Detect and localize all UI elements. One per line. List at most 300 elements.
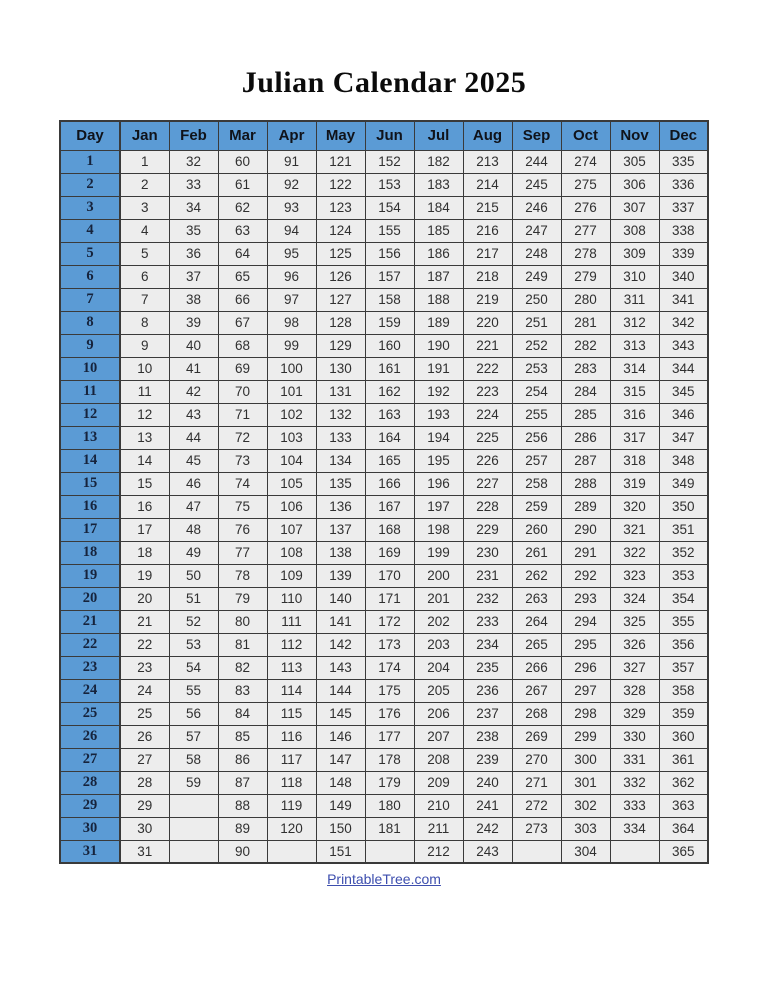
julian-date-cell: 279: [561, 265, 610, 288]
julian-date-cell: 51: [169, 587, 218, 610]
julian-date-cell: 312: [610, 311, 659, 334]
julian-date-cell: 84: [218, 702, 267, 725]
julian-date-cell: 171: [365, 587, 414, 610]
julian-date-cell: 97: [267, 288, 316, 311]
julian-date-cell: 34: [169, 196, 218, 219]
julian-date-cell: 225: [463, 426, 512, 449]
julian-date-cell: 33: [169, 173, 218, 196]
julian-date-cell: 357: [659, 656, 708, 679]
julian-date-cell: 252: [512, 334, 561, 357]
julian-date-cell: 184: [414, 196, 463, 219]
julian-date-cell: 335: [659, 150, 708, 173]
table-row: [60, 449, 708, 472]
julian-date-cell: 73: [218, 449, 267, 472]
julian-date-cell: 270: [512, 748, 561, 771]
julian-date-cell: 59: [169, 771, 218, 794]
julian-date-cell: 99: [267, 334, 316, 357]
day-number-cell: 30: [60, 817, 120, 840]
julian-date-cell: 246: [512, 196, 561, 219]
julian-date-cell: 38: [169, 288, 218, 311]
julian-date-cell: 352: [659, 541, 708, 564]
julian-date-cell: 135: [316, 472, 365, 495]
julian-date-cell: 289: [561, 495, 610, 518]
julian-date-cell: 125: [316, 242, 365, 265]
julian-date-cell: 106: [267, 495, 316, 518]
julian-date-cell: 61: [218, 173, 267, 196]
julian-date-cell: 323: [610, 564, 659, 587]
julian-date-cell: 231: [463, 564, 512, 587]
julian-date-cell: 328: [610, 679, 659, 702]
julian-date-cell: 325: [610, 610, 659, 633]
month-header-cell: Aug: [463, 121, 512, 150]
julian-date-cell: 339: [659, 242, 708, 265]
julian-date-cell: 308: [610, 219, 659, 242]
julian-date-cell: 287: [561, 449, 610, 472]
julian-date-cell: 88: [218, 794, 267, 817]
day-number-cell: 8: [60, 311, 120, 334]
julian-date-cell: 262: [512, 564, 561, 587]
julian-date-cell: 10: [120, 357, 169, 380]
julian-date-cell: 96: [267, 265, 316, 288]
julian-date-cell: 30: [120, 817, 169, 840]
day-number-cell: 20: [60, 587, 120, 610]
julian-date-cell: 224: [463, 403, 512, 426]
table-row: [60, 150, 708, 173]
julian-date-cell: 332: [610, 771, 659, 794]
julian-date-cell: 306: [610, 173, 659, 196]
julian-date-cell: 206: [414, 702, 463, 725]
julian-date-cell: 210: [414, 794, 463, 817]
julian-date-cell: 53: [169, 633, 218, 656]
julian-date-cell: 275: [561, 173, 610, 196]
julian-date-cell: 57: [169, 725, 218, 748]
julian-date-cell: 176: [365, 702, 414, 725]
julian-date-cell: 322: [610, 541, 659, 564]
julian-date-cell: 221: [463, 334, 512, 357]
julian-date-cell: 203: [414, 633, 463, 656]
julian-date-cell: 341: [659, 288, 708, 311]
julian-date-cell: 336: [659, 173, 708, 196]
table-row: [60, 725, 708, 748]
julian-date-cell: 107: [267, 518, 316, 541]
julian-date-cell: 334: [610, 817, 659, 840]
julian-date-cell: [267, 840, 316, 863]
julian-date-cell: 180: [365, 794, 414, 817]
julian-date-cell: 60: [218, 150, 267, 173]
julian-date-cell: 245: [512, 173, 561, 196]
julian-date-cell: 172: [365, 610, 414, 633]
day-number-cell: 19: [60, 564, 120, 587]
julian-date-cell: 77: [218, 541, 267, 564]
julian-date-cell: 286: [561, 426, 610, 449]
julian-date-cell: 269: [512, 725, 561, 748]
julian-date-cell: 144: [316, 679, 365, 702]
julian-date-cell: 111: [267, 610, 316, 633]
julian-date-cell: 6: [120, 265, 169, 288]
julian-date-cell: 344: [659, 357, 708, 380]
julian-date-cell: 170: [365, 564, 414, 587]
julian-date-cell: 271: [512, 771, 561, 794]
julian-date-cell: 86: [218, 748, 267, 771]
julian-date-cell: 214: [463, 173, 512, 196]
julian-date-cell: 25: [120, 702, 169, 725]
day-number-cell: 28: [60, 771, 120, 794]
month-header-cell: Apr: [267, 121, 316, 150]
julian-date-cell: 122: [316, 173, 365, 196]
julian-date-cell: 98: [267, 311, 316, 334]
julian-date-cell: 311: [610, 288, 659, 311]
julian-date-cell: 158: [365, 288, 414, 311]
julian-date-cell: 40: [169, 334, 218, 357]
table-row: [60, 495, 708, 518]
table-row: [60, 610, 708, 633]
julian-date-cell: 100: [267, 357, 316, 380]
julian-date-cell: 90: [218, 840, 267, 863]
julian-date-cell: 241: [463, 794, 512, 817]
julian-date-cell: 39: [169, 311, 218, 334]
julian-table: [59, 120, 709, 864]
julian-date-cell: 239: [463, 748, 512, 771]
julian-date-cell: 153: [365, 173, 414, 196]
julian-date-cell: 330: [610, 725, 659, 748]
julian-date-cell: 138: [316, 541, 365, 564]
table-row: [60, 564, 708, 587]
julian-date-cell: 326: [610, 633, 659, 656]
julian-date-cell: 50: [169, 564, 218, 587]
julian-date-cell: 345: [659, 380, 708, 403]
julian-date-cell: 177: [365, 725, 414, 748]
julian-date-cell: 142: [316, 633, 365, 656]
julian-date-cell: 285: [561, 403, 610, 426]
julian-date-cell: 258: [512, 472, 561, 495]
julian-date-cell: 358: [659, 679, 708, 702]
julian-date-cell: [169, 794, 218, 817]
julian-date-cell: 157: [365, 265, 414, 288]
table-row: [60, 656, 708, 679]
julian-date-cell: 2: [120, 173, 169, 196]
julian-date-cell: 76: [218, 518, 267, 541]
julian-date-cell: 23: [120, 656, 169, 679]
julian-date-cell: 32: [169, 150, 218, 173]
julian-date-cell: 140: [316, 587, 365, 610]
julian-date-cell: 216: [463, 219, 512, 242]
julian-date-cell: 354: [659, 587, 708, 610]
julian-date-cell: 365: [659, 840, 708, 863]
julian-date-cell: 137: [316, 518, 365, 541]
table-row: [60, 518, 708, 541]
julian-date-cell: 147: [316, 748, 365, 771]
julian-date-cell: 133: [316, 426, 365, 449]
julian-date-cell: 167: [365, 495, 414, 518]
julian-date-cell: 20: [120, 587, 169, 610]
julian-date-cell: 320: [610, 495, 659, 518]
julian-date-cell: 207: [414, 725, 463, 748]
day-number-cell: 9: [60, 334, 120, 357]
julian-date-cell: 85: [218, 725, 267, 748]
julian-date-cell: 272: [512, 794, 561, 817]
julian-date-cell: 290: [561, 518, 610, 541]
julian-date-cell: 281: [561, 311, 610, 334]
julian-date-cell: 16: [120, 495, 169, 518]
julian-date-cell: 209: [414, 771, 463, 794]
day-number-cell: 3: [60, 196, 120, 219]
month-header-cell: Dec: [659, 121, 708, 150]
julian-date-cell: 129: [316, 334, 365, 357]
julian-date-cell: 282: [561, 334, 610, 357]
julian-date-cell: 329: [610, 702, 659, 725]
day-number-cell: 6: [60, 265, 120, 288]
julian-date-cell: 342: [659, 311, 708, 334]
julian-date-cell: 155: [365, 219, 414, 242]
julian-date-cell: 321: [610, 518, 659, 541]
day-number-cell: 31: [60, 840, 120, 863]
julian-date-cell: 15: [120, 472, 169, 495]
header-row: [60, 121, 708, 150]
julian-date-cell: 268: [512, 702, 561, 725]
table-row: [60, 357, 708, 380]
julian-date-cell: 95: [267, 242, 316, 265]
julian-date-cell: 351: [659, 518, 708, 541]
julian-date-cell: 213: [463, 150, 512, 173]
julian-date-cell: 243: [463, 840, 512, 863]
julian-date-cell: 43: [169, 403, 218, 426]
julian-date-cell: 309: [610, 242, 659, 265]
julian-date-cell: 327: [610, 656, 659, 679]
julian-date-cell: 355: [659, 610, 708, 633]
julian-date-cell: 143: [316, 656, 365, 679]
julian-date-cell: 27: [120, 748, 169, 771]
table-row: [60, 242, 708, 265]
day-number-cell: 18: [60, 541, 120, 564]
julian-date-cell: 310: [610, 265, 659, 288]
julian-date-cell: 256: [512, 426, 561, 449]
day-number-cell: 14: [60, 449, 120, 472]
julian-date-cell: 113: [267, 656, 316, 679]
julian-date-cell: 218: [463, 265, 512, 288]
julian-date-cell: 276: [561, 196, 610, 219]
julian-date-cell: 362: [659, 771, 708, 794]
day-number-cell: 11: [60, 380, 120, 403]
julian-date-cell: 305: [610, 150, 659, 173]
julian-date-cell: 313: [610, 334, 659, 357]
footer-link[interactable]: PrintableTree.com: [327, 871, 441, 887]
julian-date-cell: 79: [218, 587, 267, 610]
julian-date-cell: 169: [365, 541, 414, 564]
julian-date-cell: 148: [316, 771, 365, 794]
julian-date-cell: 181: [365, 817, 414, 840]
table-row: [60, 288, 708, 311]
julian-date-cell: [610, 840, 659, 863]
julian-date-cell: 185: [414, 219, 463, 242]
month-header-cell: Oct: [561, 121, 610, 150]
julian-date-cell: 296: [561, 656, 610, 679]
julian-date-cell: 359: [659, 702, 708, 725]
julian-date-cell: 146: [316, 725, 365, 748]
month-header-cell: Feb: [169, 121, 218, 150]
julian-date-cell: 136: [316, 495, 365, 518]
julian-date-cell: 37: [169, 265, 218, 288]
julian-date-cell: 201: [414, 587, 463, 610]
day-number-cell: 5: [60, 242, 120, 265]
julian-date-cell: 91: [267, 150, 316, 173]
julian-date-cell: 29: [120, 794, 169, 817]
julian-date-cell: 283: [561, 357, 610, 380]
julian-date-cell: 7: [120, 288, 169, 311]
julian-date-cell: 297: [561, 679, 610, 702]
julian-date-cell: [365, 840, 414, 863]
julian-date-cell: 331: [610, 748, 659, 771]
julian-date-cell: 159: [365, 311, 414, 334]
julian-date-cell: 299: [561, 725, 610, 748]
julian-date-cell: 356: [659, 633, 708, 656]
julian-date-cell: 121: [316, 150, 365, 173]
julian-date-cell: 94: [267, 219, 316, 242]
julian-date-cell: 316: [610, 403, 659, 426]
table-row: [60, 334, 708, 357]
julian-date-cell: 217: [463, 242, 512, 265]
day-number-cell: 13: [60, 426, 120, 449]
julian-date-cell: 248: [512, 242, 561, 265]
julian-date-cell: 67: [218, 311, 267, 334]
julian-date-cell: 192: [414, 380, 463, 403]
table-row: [60, 840, 708, 863]
month-header-cell: Jul: [414, 121, 463, 150]
julian-date-cell: 211: [414, 817, 463, 840]
julian-date-cell: 284: [561, 380, 610, 403]
julian-date-cell: 292: [561, 564, 610, 587]
julian-date-cell: 134: [316, 449, 365, 472]
julian-date-cell: 71: [218, 403, 267, 426]
julian-date-cell: 19: [120, 564, 169, 587]
julian-date-cell: 195: [414, 449, 463, 472]
julian-date-cell: 104: [267, 449, 316, 472]
month-header-cell: Jan: [120, 121, 169, 150]
julian-date-cell: 254: [512, 380, 561, 403]
julian-date-cell: 237: [463, 702, 512, 725]
julian-date-cell: 350: [659, 495, 708, 518]
table-row: [60, 702, 708, 725]
julian-date-cell: 238: [463, 725, 512, 748]
day-number-cell: 15: [60, 472, 120, 495]
table-row: [60, 794, 708, 817]
julian-date-cell: 151: [316, 840, 365, 863]
julian-date-cell: 160: [365, 334, 414, 357]
julian-date-cell: 183: [414, 173, 463, 196]
julian-date-cell: 116: [267, 725, 316, 748]
julian-date-cell: 303: [561, 817, 610, 840]
julian-date-cell: 298: [561, 702, 610, 725]
julian-date-cell: 64: [218, 242, 267, 265]
julian-date-cell: 361: [659, 748, 708, 771]
julian-date-cell: 300: [561, 748, 610, 771]
julian-date-cell: 109: [267, 564, 316, 587]
julian-date-cell: 24: [120, 679, 169, 702]
julian-date-cell: 259: [512, 495, 561, 518]
julian-date-cell: 139: [316, 564, 365, 587]
julian-date-cell: 302: [561, 794, 610, 817]
julian-date-cell: 175: [365, 679, 414, 702]
julian-date-cell: 250: [512, 288, 561, 311]
julian-date-cell: 198: [414, 518, 463, 541]
julian-date-cell: 55: [169, 679, 218, 702]
julian-date-cell: 227: [463, 472, 512, 495]
julian-date-cell: 118: [267, 771, 316, 794]
julian-date-cell: 44: [169, 426, 218, 449]
julian-date-cell: 128: [316, 311, 365, 334]
julian-date-cell: 338: [659, 219, 708, 242]
julian-date-cell: 346: [659, 403, 708, 426]
julian-date-cell: 242: [463, 817, 512, 840]
julian-date-cell: 317: [610, 426, 659, 449]
julian-date-cell: 52: [169, 610, 218, 633]
julian-date-cell: 114: [267, 679, 316, 702]
julian-date-cell: 263: [512, 587, 561, 610]
table-row: [60, 541, 708, 564]
julian-date-cell: 87: [218, 771, 267, 794]
julian-date-cell: 108: [267, 541, 316, 564]
day-number-cell: 23: [60, 656, 120, 679]
julian-date-cell: 112: [267, 633, 316, 656]
julian-date-cell: 274: [561, 150, 610, 173]
julian-date-cell: [512, 840, 561, 863]
julian-date-cell: 80: [218, 610, 267, 633]
julian-date-cell: 123: [316, 196, 365, 219]
julian-date-cell: 200: [414, 564, 463, 587]
julian-date-cell: 174: [365, 656, 414, 679]
julian-date-cell: 93: [267, 196, 316, 219]
julian-date-cell: 66: [218, 288, 267, 311]
julian-date-cell: 273: [512, 817, 561, 840]
julian-date-cell: 14: [120, 449, 169, 472]
julian-date-cell: 249: [512, 265, 561, 288]
julian-date-cell: 46: [169, 472, 218, 495]
julian-date-cell: 3: [120, 196, 169, 219]
julian-date-cell: 193: [414, 403, 463, 426]
julian-date-cell: 41: [169, 357, 218, 380]
julian-date-cell: 126: [316, 265, 365, 288]
julian-date-cell: 255: [512, 403, 561, 426]
julian-date-cell: 199: [414, 541, 463, 564]
julian-date-cell: 234: [463, 633, 512, 656]
table-row: [60, 771, 708, 794]
julian-date-cell: 307: [610, 196, 659, 219]
julian-date-cell: 68: [218, 334, 267, 357]
day-number-cell: 7: [60, 288, 120, 311]
day-number-cell: 25: [60, 702, 120, 725]
julian-date-cell: 82: [218, 656, 267, 679]
julian-date-cell: 63: [218, 219, 267, 242]
julian-date-cell: 69: [218, 357, 267, 380]
julian-date-cell: 304: [561, 840, 610, 863]
julian-date-cell: 333: [610, 794, 659, 817]
month-header-cell: Sep: [512, 121, 561, 150]
julian-date-cell: 294: [561, 610, 610, 633]
julian-date-cell: 65: [218, 265, 267, 288]
julian-date-cell: 219: [463, 288, 512, 311]
julian-date-cell: 28: [120, 771, 169, 794]
julian-date-cell: 212: [414, 840, 463, 863]
julian-date-cell: 22: [120, 633, 169, 656]
julian-date-cell: 42: [169, 380, 218, 403]
julian-date-cell: 343: [659, 334, 708, 357]
julian-date-cell: 83: [218, 679, 267, 702]
julian-date-cell: 191: [414, 357, 463, 380]
julian-date-cell: 13: [120, 426, 169, 449]
day-number-cell: 27: [60, 748, 120, 771]
julian-date-cell: 165: [365, 449, 414, 472]
day-number-cell: 10: [60, 357, 120, 380]
month-header-cell: Jun: [365, 121, 414, 150]
